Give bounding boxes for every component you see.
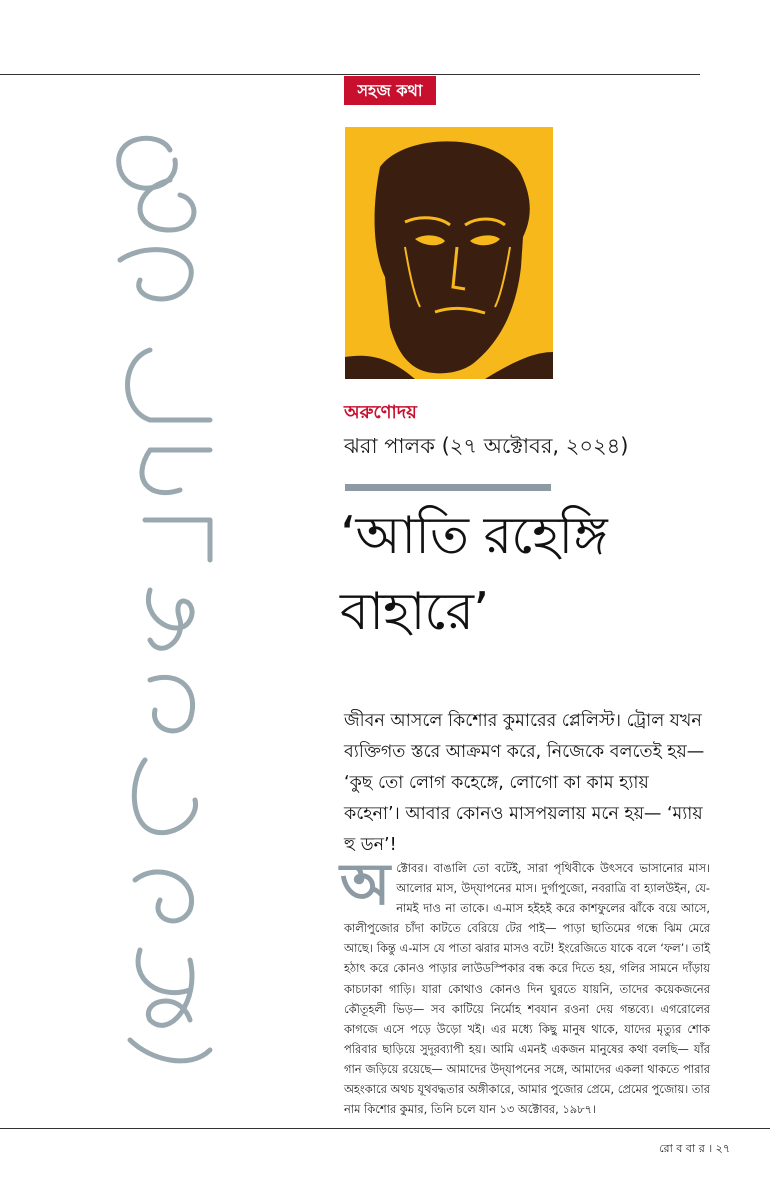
handwritten-signature bbox=[90, 120, 280, 1110]
article-body bbox=[340, 850, 710, 1119]
column-name: অরুণোদয় bbox=[344, 402, 417, 423]
page-footer: রো ব বা র । ২৭ bbox=[659, 1142, 730, 1155]
section-tag: সহজ কথা bbox=[344, 76, 436, 105]
author-portrait bbox=[345, 127, 553, 379]
column-subtitle: ঝরা পালক (২৭ অক্টোবর, ২০২৪) bbox=[344, 434, 629, 458]
headline-line-2: বাহারে’ bbox=[340, 582, 489, 642]
divider-bar bbox=[345, 484, 551, 491]
article-body-text: ক্টোবর। বাঙালি তো বটেই, সারা পৃথিবীকে উৎসবে ভাসানোর মাস। আলোর মাস, উদ্‌যাপনের মাস। দুর্গাপুজো, নবরাত্রি বা হ্যালউইন, যে-নামই দাও না তাকে। এ-মাস হইহই করে কাশফুলের ঝাঁকে বয়ে আসে, কালীপুজোর চাঁদা কাটতে বেরিয়ে টের পাই— পাড়া ছাতিমের গন্ধে ঝিম মেরে আছে। কিন্তু এ-মাস যে পাতা ঝরার মাসও বটে! ইংরেজিতে যাকে বলে ‘ফল’। তাই হঠাৎ করে কোনও পাড়ার লাউডস্পিকার বন্ধ করে দিতে হয়, গলির সামনে দাঁড়ায় কাচঢাকা গাড়ি। যারা কোথাও কোনও দিন ঘুরতে যায়নি, তাদের কয়েকজনের কৌতূহলী ভিড়— সব কাটিয়ে নির্মোহ শবযান রওনা দেয় গন্তব্যে। এগরোলের কাগজে এসে পড়ে উড়ো খই। এর মধ্যে কিছু মানুষ থাকে, যাদের মৃত্যুর শোক পরিবার ছাড়িয়ে সুদূরব্যাপী হয়। আমি এমনই একজন মানুষের কথা বলছি— যাঁর গান জড়িয়ে রয়েছে— আমাদের উদ্‌যাপনের সঙ্গে, আমাদের একলা থাকতে পারার অহংকারে অথচ যূথবদ্ধতার অঙ্গীকারে, আমার পুজোর প্রেমে, প্রেমের পুজোয়। তার নাম কিশোর কুমার, তিনি চলে যান ১৩ অক্টোবর, ১৯৮৭। bbox=[344, 861, 710, 1117]
top-rule bbox=[0, 74, 700, 75]
headline-line-1: ‘আতি রহেঙ্গি bbox=[340, 506, 607, 566]
standfirst: জীবন আসলে কিশোর কুমারের প্লেলিস্ট। ট্রোল যখন ব্যক্তিগত স্তরে আক্রমণ করে, নিজেকে বলতেই হয়— ‘কুছ তো লোগ কহেঙ্গে, লোগো কা কাম হ্যায় কহেনা’। আবার কোনও মাসপয়লায় মনে হয়— ‘ম্যায় হু ডন’! bbox=[344, 711, 705, 855]
bottom-rule bbox=[0, 1128, 770, 1129]
drop-cap: অ bbox=[340, 850, 391, 918]
headline bbox=[340, 498, 760, 650]
